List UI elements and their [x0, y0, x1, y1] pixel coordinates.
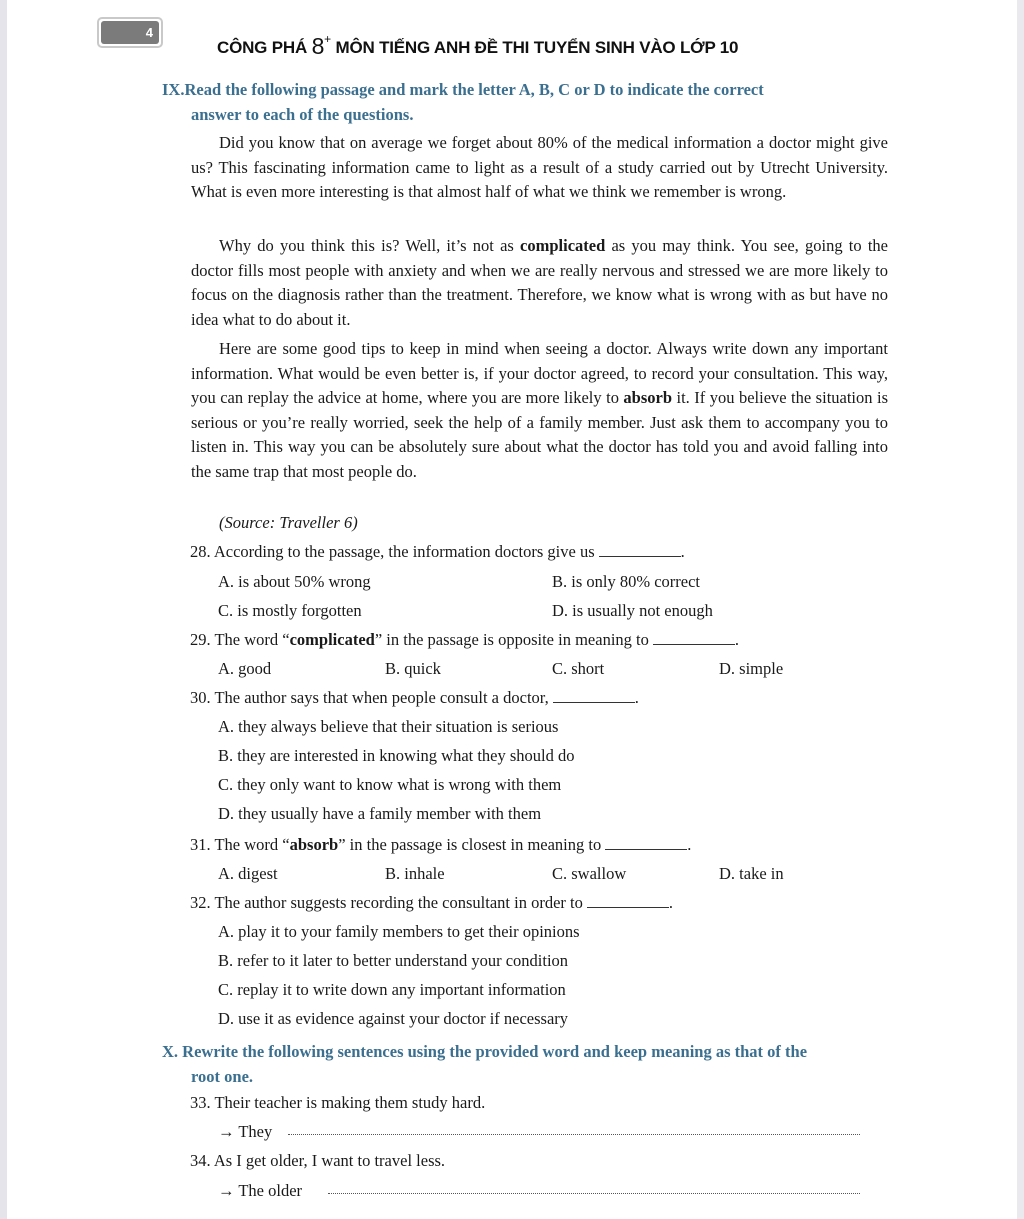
question-number: 28.: [190, 542, 211, 561]
question-number: 31.: [190, 835, 211, 854]
left-page-edge: [0, 0, 7, 1219]
passage-paragraph-3: [191, 337, 888, 484]
question-28: [190, 542, 685, 562]
option-32-c[interactable]: C. replay it to write down any important information: [218, 980, 566, 999]
question-30: [190, 688, 639, 708]
arrow-icon: →: [218, 1181, 235, 1200]
paragraph-text: Here are some good tips to keep in mind when seeing a doctor. Always write down any important information. What would be even better is, if your doctor agreed, to record your consultation. This way, you can replay the advice at home, where you are more likely to: [191, 339, 888, 407]
option-29-a[interactable]: A. good: [218, 659, 272, 678]
rewrite-answer-field-34[interactable]: [328, 1192, 860, 1194]
option-30-b[interactable]: B. they are interested in knowing what they should do: [218, 746, 575, 765]
question-sentence: Their teacher is making them study hard.: [214, 1093, 486, 1112]
question-end: .: [680, 542, 685, 561]
instruction-line-1: Read the following passage and mark the letter A, B, C or D to indicate the correct: [184, 80, 764, 99]
running-header: [217, 31, 738, 59]
instruction-line-2: root one.: [191, 1067, 254, 1086]
question-end: .: [734, 630, 739, 649]
instruction-line-2: answer to each of the questions.: [191, 105, 414, 124]
option-28-c[interactable]: C. is mostly forgotten: [218, 601, 362, 620]
section-number: IX.: [162, 80, 185, 99]
page-number-badge: [97, 17, 163, 48]
header-grade: [312, 33, 331, 59]
header-prefix: CÔNG PHÁ: [217, 38, 308, 57]
section-x-heading: [162, 1039, 888, 1089]
option-32-a[interactable]: A. play it to your family members to get their opinions: [218, 922, 580, 941]
option-29-c[interactable]: C. short: [552, 659, 605, 678]
question-stem: The word “: [214, 835, 290, 854]
answer-blank: [653, 631, 735, 645]
option-31-d[interactable]: D. take in: [719, 864, 784, 883]
question-34: [190, 1151, 445, 1171]
answer-blank: [553, 689, 635, 703]
option-31-b[interactable]: B. inhale: [385, 864, 445, 883]
question-stem: According to the passage, the information doctors give us: [213, 542, 595, 561]
option-30-a[interactable]: A. they always believe that their situation is serious: [218, 717, 559, 736]
rewrite-line-33: [218, 1122, 272, 1142]
question-end: .: [634, 688, 639, 707]
paragraph-text: it. If you believe the situation is serious or you’re really worried, seek the help of a family member. Just ask them to accompany you to listen in. This way you can be absolutely sure about what the doctor has told you and avoid falling into the same trap that most people do.: [191, 388, 888, 481]
question-32: [190, 893, 673, 913]
answer-blank: [599, 543, 681, 557]
header-suffix: MÔN TIẾNG ANH ĐỀ THI TUYỂN SINH VÀO LỚP 10: [335, 38, 739, 57]
option-31-a[interactable]: A. digest: [218, 864, 278, 883]
question-number: 32.: [190, 893, 211, 912]
option-28-d[interactable]: D. is usually not enough: [552, 601, 713, 620]
question-33: [190, 1093, 485, 1113]
option-32-d[interactable]: D. use it as evidence against your doctor if necessary: [218, 1009, 569, 1028]
question-number: 33.: [190, 1093, 211, 1112]
question-29: [190, 630, 739, 650]
rewrite-line-34: [218, 1181, 302, 1201]
section-number: X.: [162, 1042, 179, 1061]
question-end: .: [687, 835, 692, 854]
question-31: [190, 835, 691, 855]
paragraph-text: Why do you think this is? Well, it’s not as: [219, 236, 521, 255]
option-30-c[interactable]: C. they only want to know what is wrong with them: [218, 775, 562, 794]
passage-source: (Source: Traveller 6): [219, 513, 358, 532]
option-28-a[interactable]: A. is about 50% wrong: [218, 572, 371, 591]
page-number: 4: [101, 21, 159, 44]
arrow-icon: →: [218, 1122, 235, 1141]
grade-number: 8: [311, 33, 325, 59]
answer-blank: [587, 894, 669, 908]
question-stem: ” in the passage is closest in meaning to: [338, 835, 602, 854]
option-28-b[interactable]: B. is only 80% correct: [552, 572, 701, 591]
bold-keyword: absorb: [289, 835, 339, 854]
question-stem: ” in the passage is opposite in meaning to: [374, 630, 649, 649]
paragraph-text: as you may think. You see, going to the doctor fills most people with anxiety and when we are really nervous and stressed we are more likely to focus on the diagnosis rather than the treatment. Therefore, we know what is wrong with as but have no idea what to do about it.: [191, 236, 888, 329]
option-32-b[interactable]: B. refer to it later to better understand your condition: [218, 951, 569, 970]
question-stem: The author says that when people consult a doctor,: [214, 688, 549, 707]
option-30-d[interactable]: D. they usually have a family member with them: [218, 804, 542, 823]
rewrite-answer-field-33[interactable]: [288, 1133, 860, 1135]
right-page-edge: [1017, 0, 1024, 1219]
section-ix-heading: [162, 77, 888, 127]
grade-sup: +: [324, 32, 331, 46]
answer-blank: [605, 836, 687, 850]
question-number: 34.: [190, 1151, 211, 1170]
option-31-c[interactable]: C. swallow: [552, 864, 627, 883]
rewrite-prompt: The older: [238, 1181, 303, 1200]
paragraph-text: Did you know that on average we forget about 80% of the medical information a doctor might give us? This fascinating information came to light as a result of a study carried out by Utrecht University. What is even more interesting is that almost half of what we think we remember is wrong.: [191, 133, 888, 201]
bold-keyword: complicated: [289, 630, 375, 649]
question-number: 30.: [190, 688, 211, 707]
bold-keyword: complicated: [520, 236, 606, 255]
passage-paragraph-2: [191, 234, 888, 332]
question-end: .: [668, 893, 673, 912]
question-sentence: As I get older, I want to travel less.: [213, 1151, 446, 1170]
passage-paragraph-1: [191, 131, 888, 205]
instruction-line-1: Rewrite the following sentences using the provided word and keep meaning as that of the: [182, 1042, 808, 1061]
rewrite-prompt: They: [238, 1122, 273, 1141]
option-29-d[interactable]: D. simple: [719, 659, 784, 678]
question-stem: The author suggests recording the consultant in order to: [214, 893, 583, 912]
bold-keyword: absorb: [623, 388, 673, 407]
question-number: 29.: [190, 630, 211, 649]
option-29-b[interactable]: B. quick: [385, 659, 441, 678]
question-stem: The word “: [214, 630, 290, 649]
